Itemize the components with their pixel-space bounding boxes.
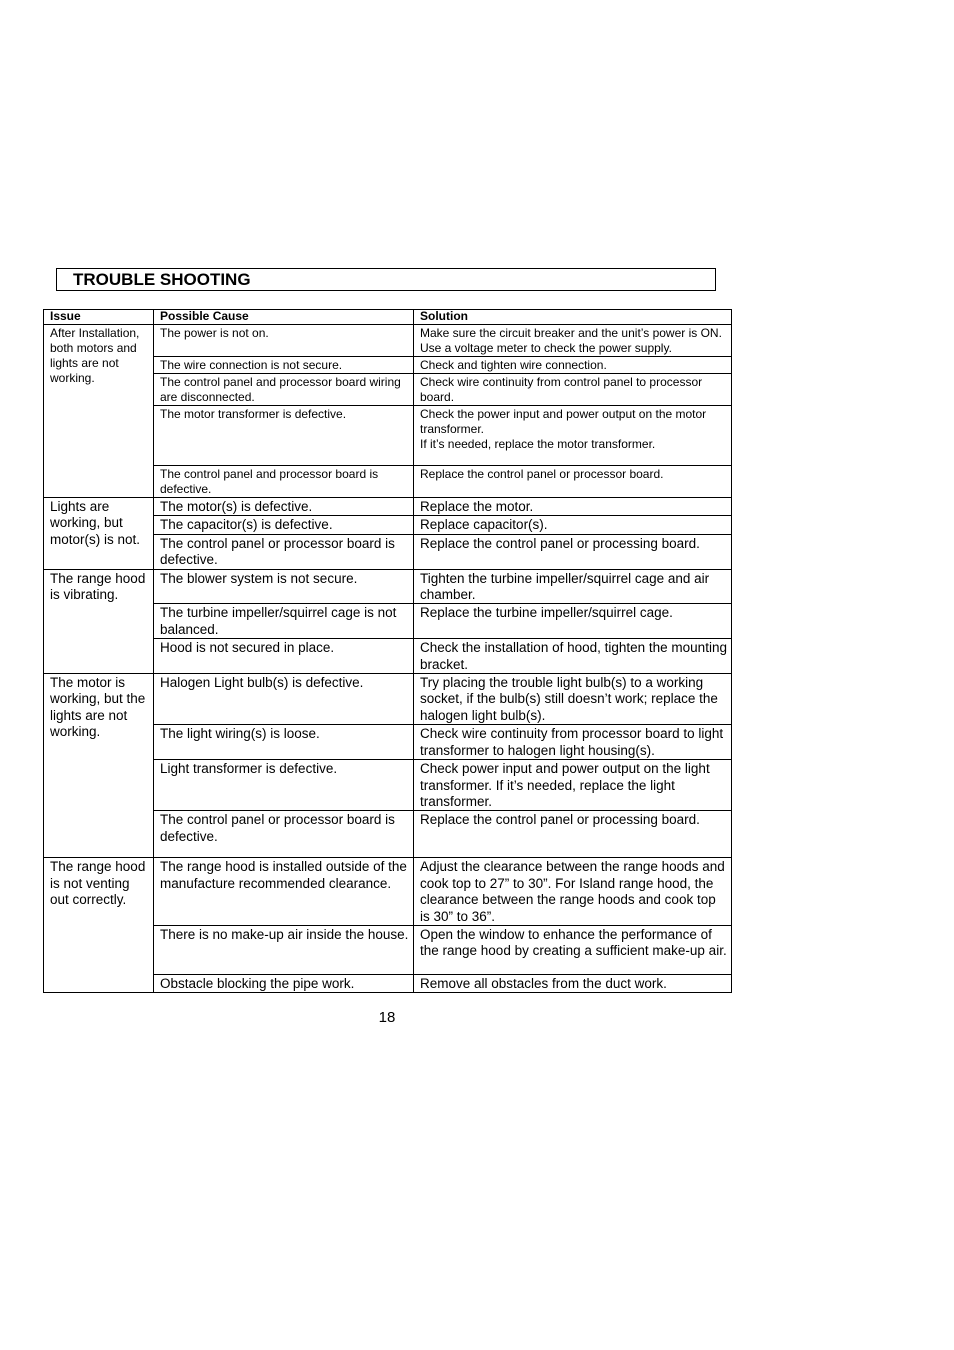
solution-cell: Check wire continuity from processor board to light transformer to halogen light housing(s). (414, 725, 732, 760)
solution-line: Check the power input and power output on the motor transformer. (420, 407, 707, 436)
section-title: TROUBLE SHOOTING (73, 270, 251, 289)
issue-group (44, 498, 732, 570)
table-row (44, 858, 732, 926)
cause-cell: The control panel and processor board is defective. (154, 466, 414, 498)
cause-cell: Hood is not secured in place. (154, 639, 414, 674)
solution-cell: Check and tighten wire connection. (414, 357, 732, 374)
cause-cell: Halogen Light bulb(s) is defective. (154, 674, 414, 725)
issue-group (44, 325, 732, 498)
solution-cell: Replace the control panel or processor board. (414, 466, 732, 498)
solution-cell: Check wire continuity from control panel to processor board. (414, 374, 732, 406)
cause-cell: Light transformer is defective. (154, 760, 414, 811)
table-header-row (44, 310, 732, 325)
table-row (44, 498, 732, 516)
cause-cell: There is no make-up air inside the house. (154, 925, 414, 974)
cause-cell: The motor transformer is defective. (154, 406, 414, 466)
cause-cell: The blower system is not secure. (154, 569, 414, 604)
cause-cell: The wire connection is not secure. (154, 357, 414, 374)
header-solution: Solution (414, 310, 732, 325)
cause-cell: The motor(s) is defective. (154, 498, 414, 516)
solution-cell: Make sure the circuit breaker and the unit’s power is ON. Use a voltage meter to check the power supply. (414, 325, 732, 357)
solution-cell: Replace the motor. (414, 498, 732, 516)
solution-cell: Check power input and power output on the light transformer. If it’s needed, replace the light transformer. (414, 760, 732, 811)
header-issue: Issue (44, 310, 154, 325)
solution-cell: Open the window to enhance the performance of the range hood by creating a sufficient make-up air. (414, 925, 732, 974)
cause-cell: The capacitor(s) is defective. (154, 516, 414, 534)
table-row (44, 569, 732, 604)
cause-cell: Obstacle blocking the pipe work. (154, 974, 414, 992)
solution-cell: Replace the control panel or processing board. (414, 534, 732, 569)
troubleshooting-table (43, 309, 732, 993)
solution-cell: Adjust the clearance between the range hoods and cook top to 27” to 30”. For Island range hood, the clearance between the range hoods and cook top is 30” to 36”. (414, 858, 732, 926)
cause-cell: The control panel or processor board is defective. (154, 811, 414, 858)
section-title-box (56, 268, 716, 291)
solution-cell: Remove all obstacles from the duct work. (414, 974, 732, 992)
solution-cell: Try placing the trouble light bulb(s) to a working socket, if the bulb(s) still doesn’t work; replace the halogen light bulb(s). (414, 674, 732, 725)
cause-cell: The control panel or processor board is defective. (154, 534, 414, 569)
solution-cell: Replace the control panel or processing board. (414, 811, 732, 858)
solution-cell: Tighten the turbine impeller/squirrel cage and air chamber. (414, 569, 732, 604)
issue-cell: After Installation, both motors and lights are not working. (44, 325, 154, 498)
table-row (44, 325, 732, 357)
solution-cell: Replace capacitor(s). (414, 516, 732, 534)
issue-group (44, 674, 732, 858)
cause-cell: The light wiring(s) is loose. (154, 725, 414, 760)
issue-cell: The range hood is vibrating. (44, 569, 154, 673)
table-row (44, 674, 732, 725)
issue-group (44, 569, 732, 673)
cause-cell: The power is not on. (154, 325, 414, 357)
issue-cell: Lights are working, but motor(s) is not. (44, 498, 154, 570)
solution-cell: Check the installation of hood, tighten the mounting bracket. (414, 639, 732, 674)
header-possible-cause: Possible Cause (154, 310, 414, 325)
solution-line: If it’s needed, replace the motor transformer. (420, 437, 656, 451)
solution-cell: Replace the turbine impeller/squirrel cage. (414, 604, 732, 639)
issue-cell: The motor is working, but the lights are not working. (44, 674, 154, 858)
issue-cell: The range hood is not venting out correctly. (44, 858, 154, 993)
page-number: 18 (378, 1009, 396, 1026)
issue-group (44, 858, 732, 993)
cause-cell: The range hood is installed outside of the manufacture recommended clearance. (154, 858, 414, 926)
cause-cell: The turbine impeller/squirrel cage is not balanced. (154, 604, 414, 639)
cause-cell: The control panel and processor board wiring are disconnected. (154, 374, 414, 406)
solution-cell (414, 406, 732, 466)
